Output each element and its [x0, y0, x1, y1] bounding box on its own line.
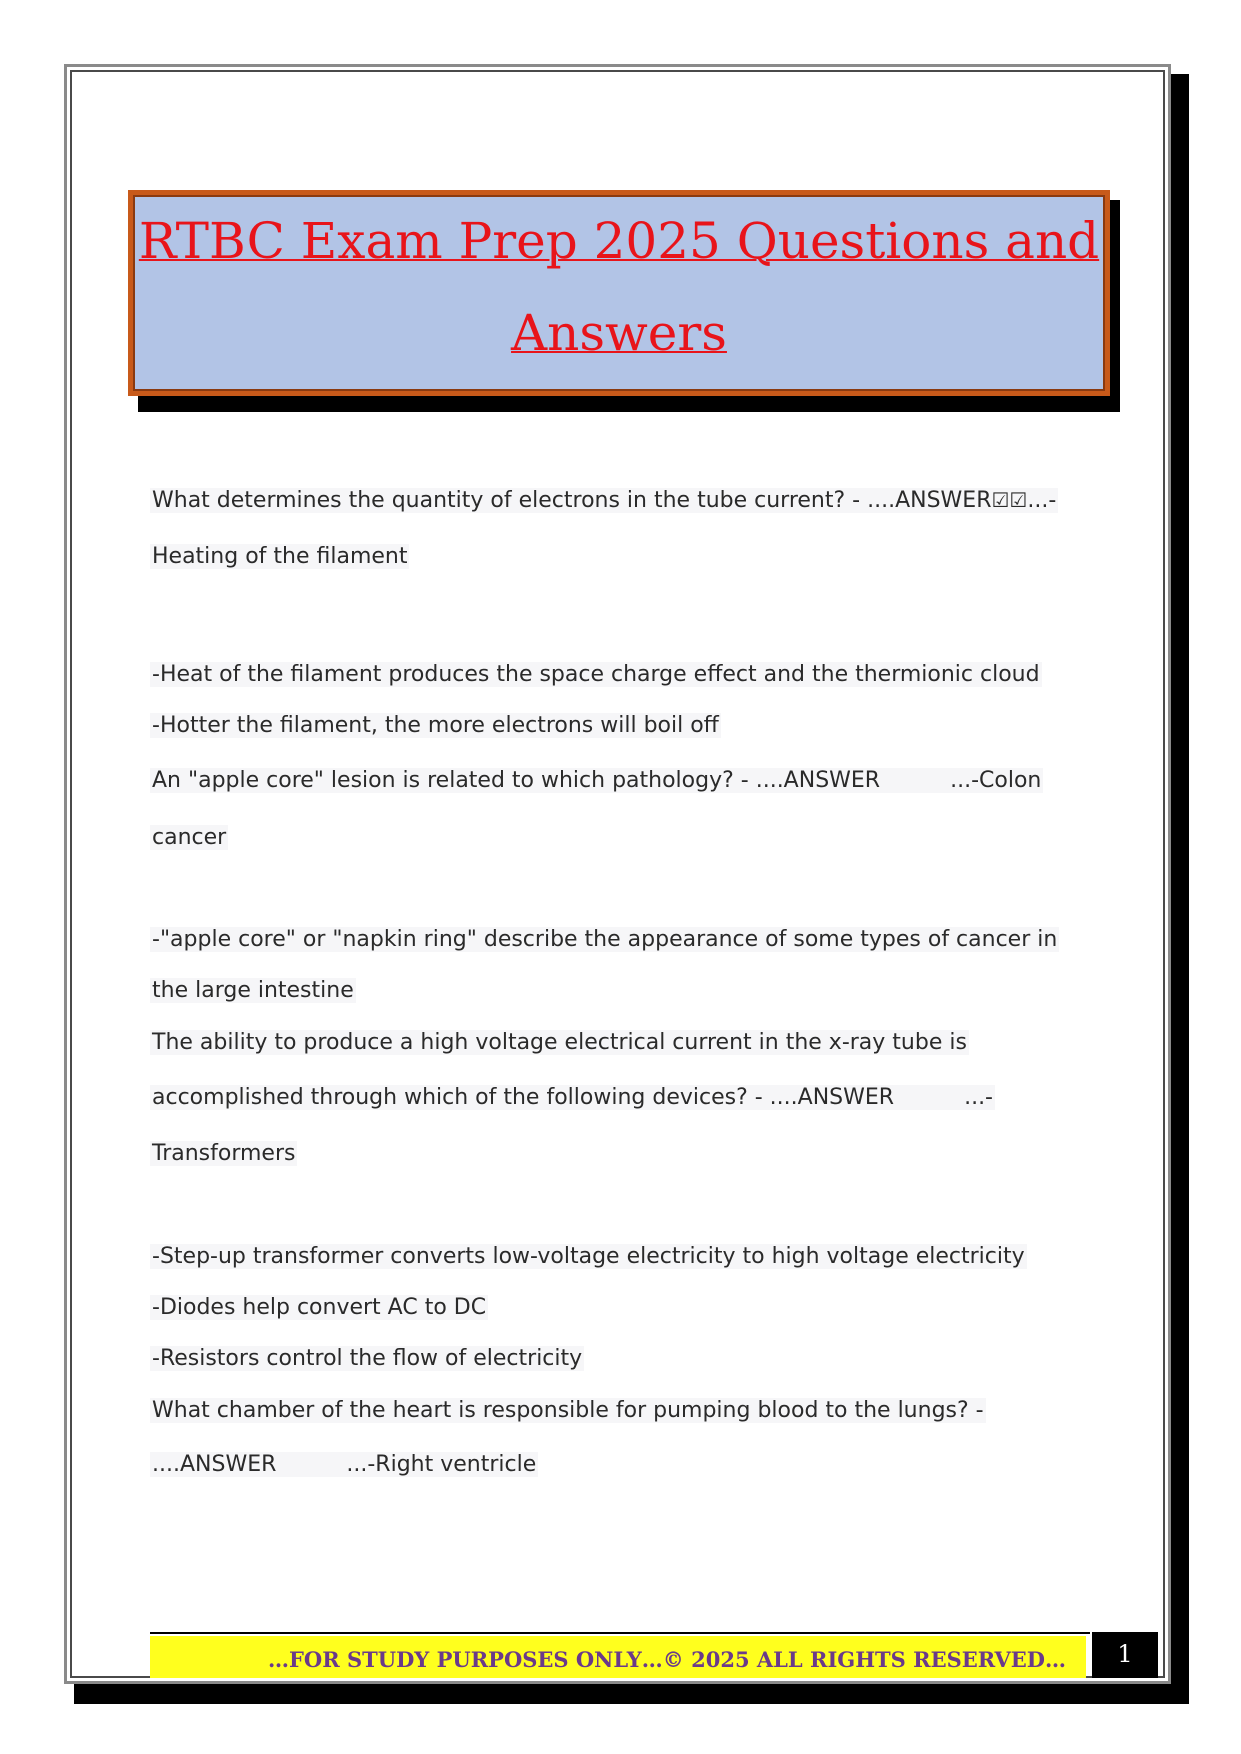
answer-1: Heating of the filament [152, 544, 408, 569]
question-3-line-1: The ability to produce a high voltage electrical current in the x-ray tube is [152, 1030, 967, 1055]
footer-rule [150, 1632, 1090, 1634]
note-3-2: -Diodes help convert AC to DC [152, 1295, 487, 1320]
answer-3: Transformers [152, 1141, 296, 1166]
note-1-1: -Heat of the filament produces the space charge effect and the thermionic cloud [152, 662, 1040, 687]
title-line-1: RTBC Exam Prep 2025 Questions and [138, 212, 1100, 270]
title-line-2: Answers [511, 304, 727, 362]
title-box [128, 190, 1110, 396]
note-2-1: -"apple core" or "napkin ring" describe the appearance of some types of cancer in [152, 927, 1058, 952]
note-3-1: -Step-up transformer converts low-voltage electricity to high voltage electricity [152, 1244, 1025, 1269]
note-3-3: -Resistors control the flow of electricity [152, 1346, 583, 1371]
question-4-line-2: ....ANSWER ...-Right ventricle [152, 1452, 537, 1477]
question-4-line-1: What chamber of the heart is responsible for pumping blood to the lungs? - [152, 1398, 984, 1423]
checkmark-icons: ☑☑ [991, 488, 1028, 512]
note-1-2: -Hotter the filament, the more electrons will boil off [152, 713, 719, 738]
question-1-line-1: What determines the quantity of electrons in the tube current? - ....ANSWER☑☑...- [152, 488, 1057, 513]
question-2-line-1: An "apple core" lesion is related to which pathology? - ....ANSWER ...-Colon [152, 768, 1042, 793]
note-2-2: the large intestine [152, 978, 354, 1003]
question-3-line-2: accomplished through which of the following devices? - ....ANSWER ...- [152, 1085, 993, 1110]
page-number: 1 [1092, 1632, 1158, 1678]
footer-notice: …FOR STUDY PURPOSES ONLY…© 2025 ALL RIGHTS RESERVED… [150, 1636, 1086, 1678]
answer-2: cancer [152, 825, 227, 850]
